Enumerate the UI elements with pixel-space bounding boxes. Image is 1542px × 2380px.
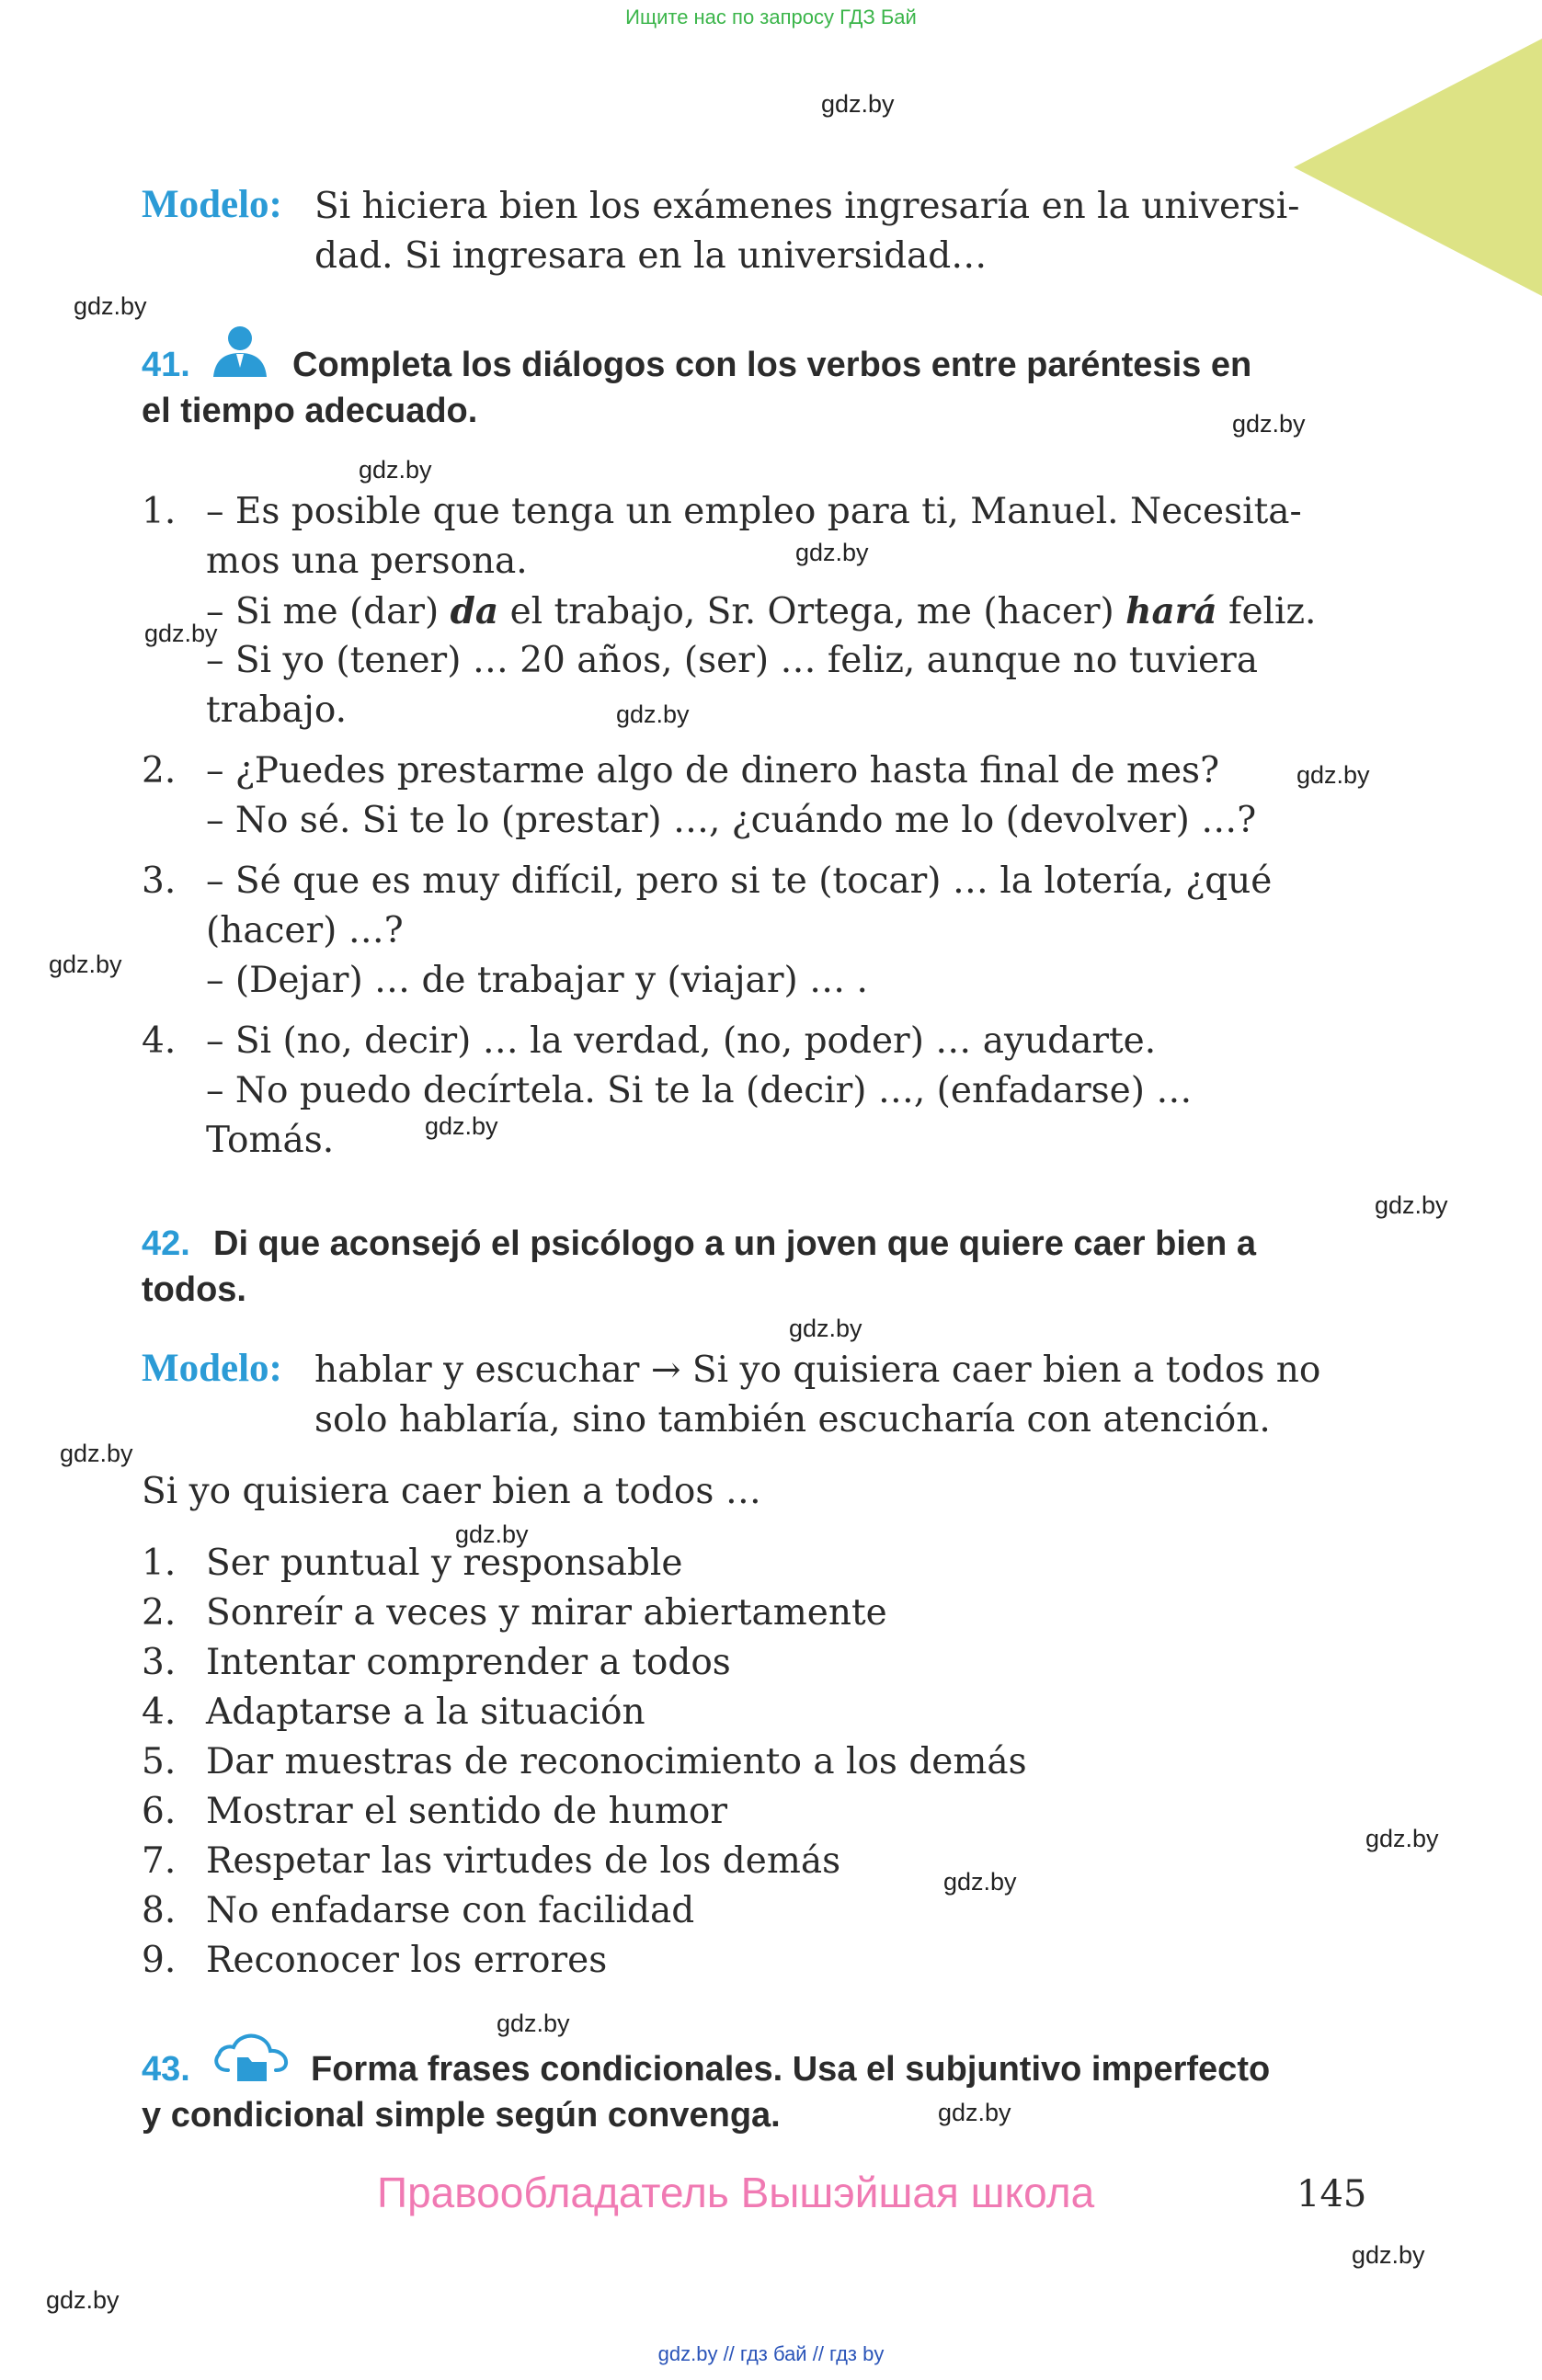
exercise-title-line: Completa los diálogos con los verbos entre paréntesis en (292, 346, 1252, 384)
dialogue-line: Tomás. (206, 1120, 335, 1161)
item-number: 7. (142, 1840, 177, 1882)
dialogue-line (206, 586, 1369, 637)
watermark: gdz.by (455, 1520, 529, 1548)
item-number: 6. (142, 1791, 177, 1832)
dialogue-line: (hacer) …? (206, 910, 404, 951)
exercise-number: 41. (142, 346, 190, 384)
watermark: gdz.by (789, 1315, 862, 1342)
modelo-text-line: Si hiciera bien los exámenes ingresaría en la universi- (314, 186, 1300, 227)
item-text: Ser puntual y responsable (206, 1543, 683, 1584)
exercise-title-line: todos. (142, 1270, 246, 1309)
exercise-title-line: Forma frases condicionales. Usa el subjuntivo imperfecto (311, 2050, 1271, 2089)
dialogue-line: – No sé. Si te lo (prestar) …, ¿cuándo me lo (devolver) …? (206, 800, 1257, 841)
item-text: Respetar las virtudes de los demás (206, 1840, 841, 1882)
watermark: gdz.by (144, 620, 218, 647)
watermark: gdz.by (60, 1440, 133, 1467)
item-number: 5. (142, 1741, 177, 1782)
item-number: 4. (142, 1020, 177, 1062)
item-number: 2. (142, 750, 177, 791)
exercise-title-line: y condicional simple según convenga. (142, 2096, 781, 2135)
watermark: gdz.by (1352, 2241, 1425, 2269)
item-number: 2. (142, 1592, 177, 1634)
watermark: gdz.by (1375, 1191, 1448, 1219)
dialogue-line: trabajo. (206, 689, 348, 731)
modelo-text-line: solo hablaría, sino también escucharía con atención. (314, 1399, 1271, 1441)
dialogue-line: – No puedo decírtela. Si te la (decir) …, (enfadarse) … (206, 1070, 1193, 1111)
item-text: Reconocer los errores (206, 1940, 608, 1981)
modelo-label: Modelo: (142, 183, 282, 226)
top-banner[interactable]: Ищите нас по запросу ГДЗ Бай (625, 6, 917, 28)
watermark: gdz.by (943, 1868, 1017, 1896)
watermark: gdz.by (74, 292, 147, 320)
watermark: gdz.by (425, 1112, 498, 1140)
watermark: gdz.by (497, 2010, 570, 2037)
modelo-text-line: dad. Si ingresara en la universidad… (314, 235, 988, 277)
list-intro: Si yo quisiera caer bien a todos … (142, 1471, 761, 1512)
item-number: 1. (142, 491, 177, 532)
item-number: 8. (142, 1890, 177, 1931)
item-number: 4. (142, 1691, 177, 1733)
item-number: 9. (142, 1940, 177, 1981)
dialogue-line: mos una persona. (206, 541, 528, 582)
modelo-text-line: hablar y escuchar → Si yo quisiera caer bien a todos no (314, 1349, 1321, 1391)
watermark: gdz.by (359, 456, 432, 484)
dialogue-line: – (Dejar) … de trabajar y (viajar) … . (206, 960, 868, 1001)
watermark: gdz.by (1296, 761, 1370, 789)
item-text: Adaptarse a la situación (206, 1691, 645, 1733)
dialogue-text: feliz. (1216, 591, 1317, 632)
page-number: 145 (1296, 2173, 1367, 2215)
item-text: Sonreír a veces y mirar abiertamente (206, 1592, 887, 1634)
watermark: gdz.by (938, 2099, 1011, 2126)
exercise-title-line: Di que aconsejó el psicólogo a un joven que quiere caer bien a (213, 1224, 1256, 1263)
item-number: 1. (142, 1543, 177, 1584)
dialogue-line: – Si (no, decir) … la verdad, (no, poder) … ayudarte. (206, 1020, 1157, 1062)
item-text: Dar muestras de reconocimiento a los demás (206, 1741, 1027, 1782)
bottom-links[interactable]: gdz.by // гдз бай // гдз by (657, 2342, 885, 2365)
person-icon (210, 324, 270, 379)
item-number: 3. (142, 1642, 177, 1683)
watermark: gdz.by (821, 90, 895, 118)
watermark: gdz.by (1365, 1825, 1439, 1852)
answer-text: da (450, 590, 499, 632)
exercise-title-line: el tiempo adecuado. (142, 392, 478, 430)
watermark: gdz.by (795, 539, 869, 566)
watermark: gdz.by (1232, 410, 1306, 438)
dialogue-line: – Es posible que tenga un empleo para ti, Manuel. Necesita- (206, 491, 1302, 532)
exercise-number: 43. (142, 2050, 190, 2089)
watermark: gdz.by (49, 951, 122, 978)
dialogue-text: el trabajo, Sr. Ortega, me (hacer) (498, 591, 1126, 632)
item-text: No enfadarse con facilidad (206, 1890, 695, 1931)
item-text: Mostrar el sentido de humor (206, 1791, 727, 1832)
dialogue-line: – Si yo (tener) … 20 años, (ser) … feliz, aunque no tuviera (206, 640, 1258, 681)
dialogue-line: – Sé que es muy difícil, pero si te (tocar) … la lotería, ¿qué (206, 860, 1273, 902)
watermark: gdz.by (616, 700, 690, 728)
dialogue-text: – Si me (dar) (206, 591, 451, 632)
exercise-number: 42. (142, 1224, 190, 1263)
copyright-holder: Правообладатель Вышэйшая школа (377, 2169, 1095, 2216)
cloud-folder-icon (210, 2030, 292, 2087)
item-number: 3. (142, 860, 177, 902)
answer-text: hará (1125, 590, 1217, 632)
dialogue-line: – ¿Puedes prestarme algo de dinero hasta final de mes? (206, 750, 1219, 791)
modelo-label: Modelo: (142, 1347, 282, 1390)
item-text: Intentar comprender a todos (206, 1642, 731, 1683)
watermark: gdz.by (46, 2286, 120, 2314)
